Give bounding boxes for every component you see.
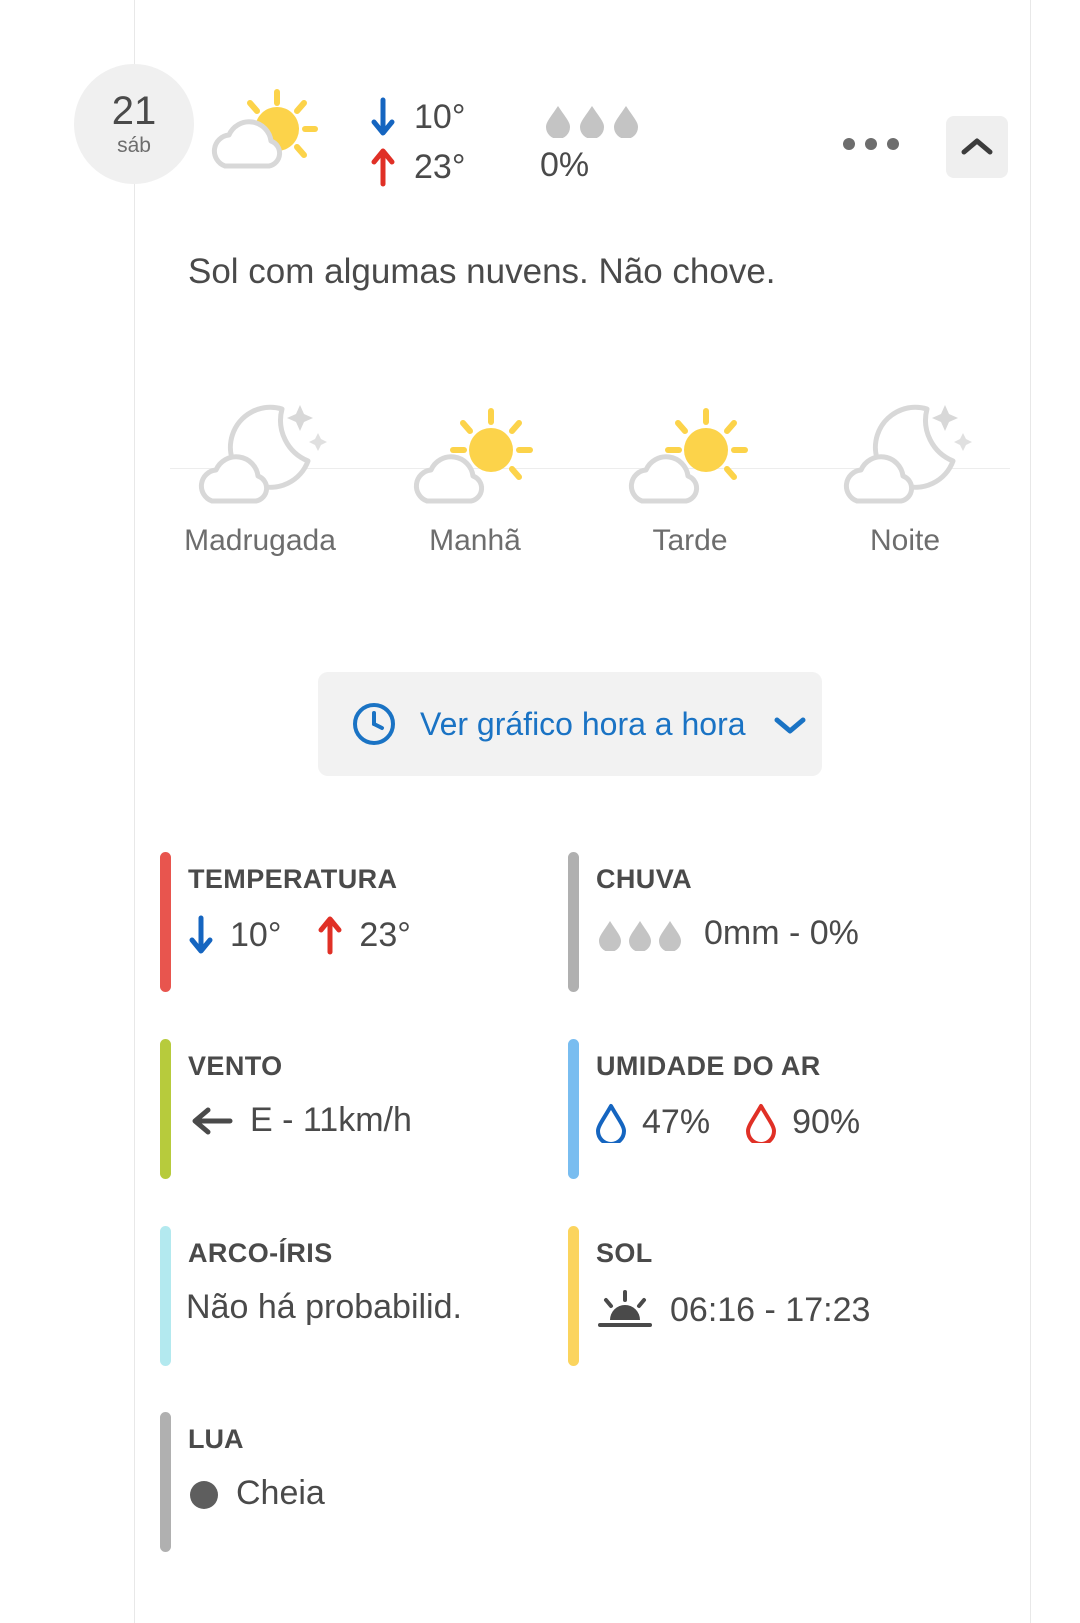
card-content (594, 914, 859, 953)
card-accent-bar (160, 852, 171, 992)
more-options-button[interactable] (833, 122, 909, 166)
header-rain-probability: 0% (540, 146, 590, 184)
moon-behind-cloud-icon (795, 390, 1015, 520)
header-temp-min-row (370, 92, 550, 142)
card-content (186, 1101, 412, 1140)
humidity-high-drop-icon (744, 1101, 778, 1143)
card-content (594, 1288, 870, 1332)
card-title: UMIDADE DO AR (596, 1051, 821, 1081)
sunrise-sunset-icon (594, 1288, 656, 1332)
period-noite (795, 390, 1015, 558)
header-rain (540, 100, 690, 188)
card-content (186, 1474, 325, 1513)
header-temperatures (370, 92, 550, 192)
dot-icon (865, 138, 877, 150)
day-header[interactable] (0, 44, 1030, 204)
dot-icon (843, 138, 855, 150)
card-title: CHUVA (596, 864, 692, 894)
full-moon-icon (186, 1476, 222, 1512)
chevron-up-icon (960, 136, 994, 158)
moon-behind-cloud-icon (150, 390, 370, 520)
card-title: ARCO-ÍRIS (188, 1238, 333, 1268)
card-vento (160, 1033, 580, 1183)
card-chuva (568, 846, 988, 996)
period-label: Madrugada (184, 524, 336, 557)
arrow-up-icon (315, 914, 345, 956)
header-temp-max: 23° (414, 147, 466, 186)
card-content (594, 1101, 860, 1143)
three-drops-icon (594, 917, 690, 951)
card-accent-bar (568, 1226, 579, 1366)
sun-behind-cloud-icon (205, 86, 325, 178)
card-accent-bar (568, 1039, 579, 1179)
sun-behind-cloud-icon (365, 390, 585, 520)
header-temp-max-row (370, 142, 550, 192)
card-content (186, 1288, 462, 1327)
card-sol (568, 1220, 988, 1370)
card-humidity-max: 90% (792, 1102, 861, 1141)
card-left-divider (134, 0, 135, 1623)
card-accent-bar (160, 1412, 171, 1552)
card-accent-bar (160, 1226, 171, 1366)
card-temperatura (160, 846, 580, 996)
day-badge (74, 64, 194, 184)
day-of-week: sáb (117, 134, 151, 157)
three-drops-icon (540, 100, 690, 142)
day-number: 21 (111, 89, 157, 133)
clock-icon (350, 700, 398, 748)
card-temp-max: 23° (359, 915, 411, 954)
card-umidade-do-ar (568, 1033, 988, 1183)
card-title: SOL (596, 1238, 653, 1268)
period-label: Tarde (652, 524, 728, 557)
card-rain-value: 0mm - 0% (704, 914, 859, 952)
header-temp-min: 10° (414, 97, 466, 136)
card-lua (160, 1406, 580, 1556)
arrow-left-icon (186, 1103, 236, 1139)
period-strip (150, 390, 1030, 590)
card-accent-bar (160, 1039, 171, 1179)
collapse-button[interactable] (946, 116, 1008, 178)
arrow-down-icon (186, 914, 216, 956)
period-tarde (580, 390, 800, 558)
card-humidity-min: 47% (642, 1102, 711, 1141)
arrow-down-icon (370, 96, 404, 138)
humidity-low-drop-icon (594, 1101, 628, 1143)
card-rainbow-value: Não há probabilid. (186, 1288, 462, 1326)
card-title: TEMPERATURA (188, 864, 398, 894)
card-content (186, 914, 411, 956)
period-madrugada (150, 390, 370, 558)
card-title: LUA (188, 1424, 244, 1454)
card-wind-value: E - 11km/h (250, 1101, 412, 1139)
card-title: VENTO (188, 1051, 283, 1081)
card-arco-iris (160, 1220, 580, 1370)
card-temp-min: 10° (230, 915, 282, 954)
sun-behind-cloud-icon (580, 390, 800, 520)
arrow-up-icon (370, 146, 404, 188)
card-moon-value: Cheia (236, 1474, 325, 1512)
period-manha (365, 390, 585, 558)
card-accent-bar (568, 852, 579, 992)
period-label: Noite (869, 524, 941, 557)
dot-icon (887, 138, 899, 150)
card-right-divider (1030, 0, 1031, 1623)
hourly-chart-label: Ver gráfico hora a hora (420, 705, 746, 742)
chevron-down-icon (772, 712, 808, 736)
card-sun-value: 06:16 - 17:23 (670, 1290, 871, 1329)
hourly-chart-button[interactable] (318, 672, 822, 776)
period-label: Manhã (429, 524, 521, 557)
forecast-description: Sol com algumas nuvens. Não chove. (188, 252, 776, 291)
